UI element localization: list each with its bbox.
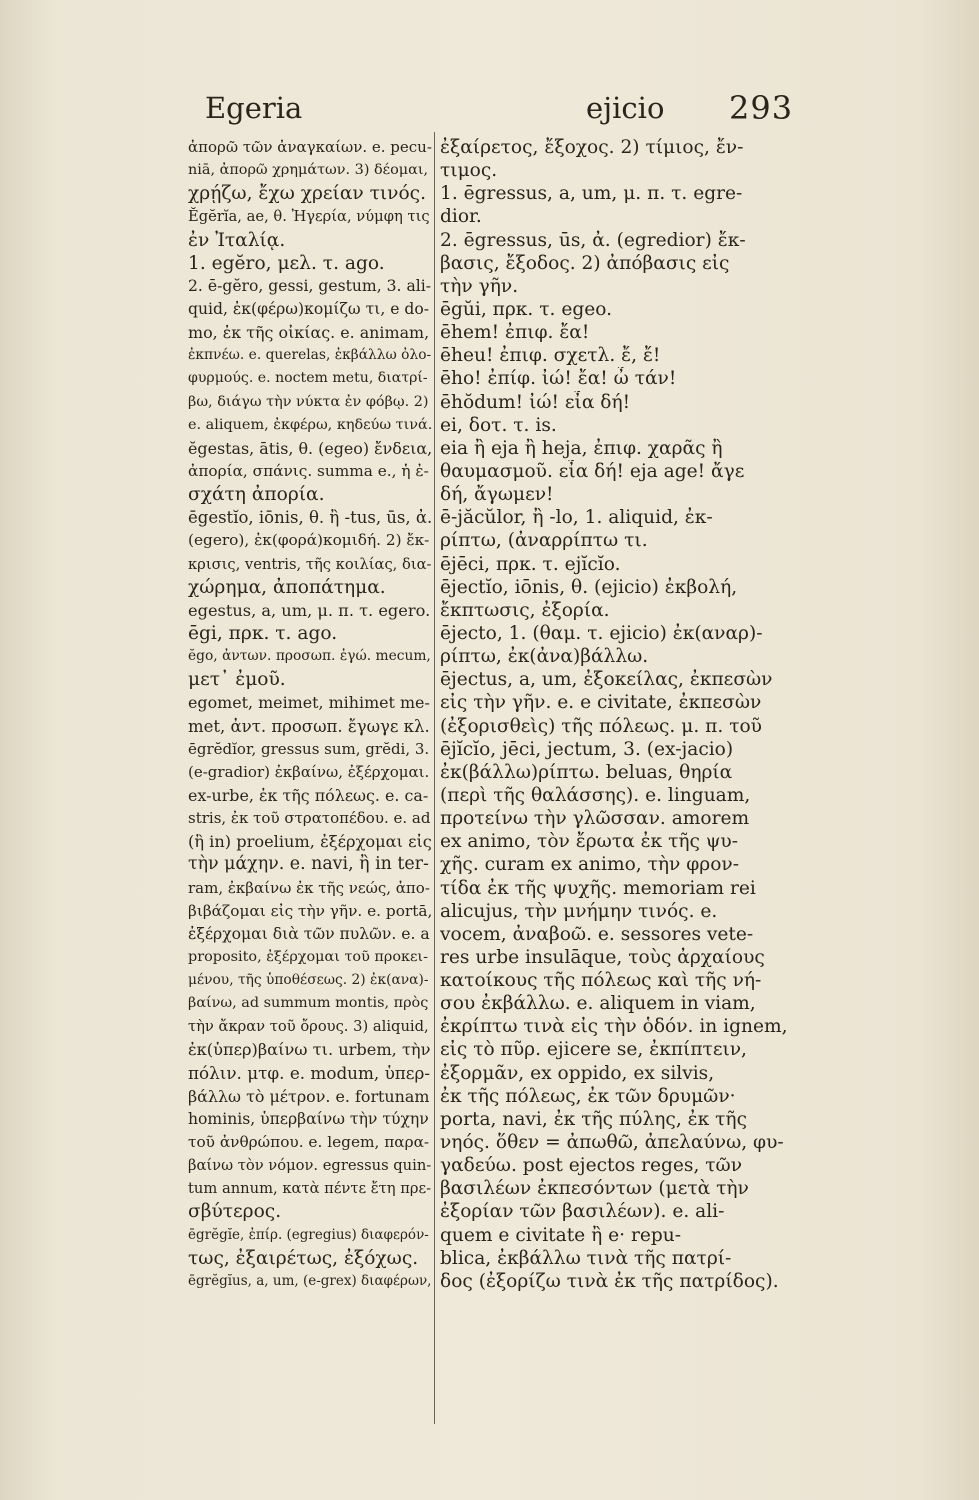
dictionary-line: 2. ē-gĕro, gessi, gestum, 3. ali-: [188, 276, 432, 295]
dictionary-line: ex animo, τὸν ἔρωτα ἐκ τῆς ψυ-: [440, 831, 738, 853]
dictionary-line: egomet, meimet, mihimet me-: [188, 693, 430, 713]
dictionary-line: χώρημα, ἀποπάτημα.: [188, 576, 386, 598]
dictionary-line: ēho! ἐπίφ. ἰώ! ἔα! ὦ τάν!: [440, 368, 677, 390]
dictionary-line: ēgrĕgĭus, a, um, (e-grex) διαφέρων,: [188, 1272, 432, 1289]
dictionary-line: ex-urbe, ἐκ τῆς πόλεως. e. ca-: [188, 785, 429, 805]
dictionary-line: εἰς τὴν γῆν. e. e civitate, ἐκπεσὼν: [440, 692, 762, 714]
dictionary-line: niā, ἀπορῶ χρημάτων. 3) δέομαι,: [188, 162, 429, 179]
dictionary-line: dior.: [440, 206, 482, 228]
column-divider: [434, 132, 435, 1424]
dictionary-line: ἀπορῶ τῶν ἀναγκαίων. e. pecu-: [188, 138, 432, 156]
dictionary-line: ρίπτω, (ἀναρρίπτω τι.: [440, 530, 648, 552]
dictionary-line: σχάτη ἀπορία.: [188, 484, 325, 506]
dictionary-line: ἔκπτωσις, ἐξορία.: [440, 599, 610, 621]
dictionary-line: ēgrĕgĭe, ἐπίρ. (egregius) διαφερόν-: [188, 1226, 429, 1243]
dictionary-line: νηός. ὅθεν = ἀπωθῶ, ἀπελαύνω, φυ-: [440, 1132, 784, 1154]
dictionary-line: stris, ἐκ τοῦ στρατοπέδου. e. ad: [188, 809, 431, 828]
dictionary-line: 1. egĕro, μελ. τ. ago.: [188, 252, 385, 274]
dictionary-line: ēheu! ἐπιφ. σχετλ. ἔ, ἔ!: [440, 345, 661, 367]
dictionary-line: γαδεύω. post ejectos reges, τῶν: [440, 1155, 743, 1177]
dictionary-line: σβύτερος.: [188, 1201, 282, 1223]
dictionary-line: πόλιν. μτφ. e. modum, ὑπερ-: [188, 1062, 431, 1083]
dictionary-line: ējectĭo, iōnis, θ. (ejicio) ἐκβολή,: [440, 576, 738, 598]
dictionary-line: e. aliquem, ἐκφέρω, κηδεύω τινά.: [188, 416, 432, 433]
dictionary-line: μετ᾽ ἐμοῦ.: [188, 669, 286, 691]
dictionary-line: eia ἢ eja ἢ heja, ἐπιφ. χαρᾶς ἢ: [440, 437, 723, 459]
dictionary-line: ēgi, πρκ. τ. ago.: [188, 622, 338, 644]
dictionary-line: 1. ēgressus, a, um, μ. π. τ. egre-: [440, 183, 743, 205]
dictionary-line: δή, ἄγωμεν!: [440, 484, 554, 506]
dictionary-line: res urbe insulāque, τοὺς ἀρχαίους: [440, 946, 765, 968]
dictionary-line: ἐκπνέω. e. querelas, ἐκβάλλω ὀλο-: [188, 347, 432, 364]
dictionary-line: ἐκ(ὑπερ)βαίνω τι. urbem, τὴν: [188, 1040, 431, 1060]
dictionary-line: μένου, τῆς ὑποθέσεως. 2) ἐκ(ανα)-: [188, 972, 429, 989]
dictionary-line: quid, ἐκ(φέρω)κομίζω τι, e do-: [188, 299, 430, 318]
dictionary-line: ēgŭi, πρκ. τ. egeo.: [440, 298, 613, 320]
dictionary-line: τὴν γῆν.: [440, 275, 519, 297]
dictionary-line: φυρμούς. e. noctem metu, διατρί-: [188, 370, 428, 387]
dictionary-line: ἐκρίπτω τινὰ εἰς τὴν ὁδόν. in ignem,: [440, 1016, 788, 1038]
dictionary-line: Ĕgĕrĭa, ae, θ. Ἠγερία, νύμφη τις: [188, 208, 430, 226]
dictionary-line: ēhem! ἐπιφ. ἔα!: [440, 322, 590, 344]
dictionary-line: ἐξορίαν τῶν βασιλέων). e. ali-: [440, 1201, 725, 1223]
dictionary-line: (e-gradior) ἐκβαίνω, ἐξέρχομαι.: [188, 762, 430, 781]
dictionary-line: κρισις, ventris, τῆς κοιλίας, δια-: [188, 555, 432, 573]
dictionary-line: προτείνω τὴν γλῶσσαν. amorem: [440, 808, 750, 830]
dictionary-line: ἐν Ἰταλίᾳ.: [188, 229, 286, 251]
dictionary-line: χρῄζω, ἔχω χρείαν τινός.: [188, 183, 427, 205]
dictionary-line: τὴν ἄκραν τοῦ ὄρους. 3) aliquid,: [188, 1018, 429, 1036]
dictionary-line: ἐκ τῆς πόλεως, ἐκ τῶν δρυμῶν·: [440, 1085, 736, 1107]
dictionary-line: τοῦ ἀνθρώπου. e. legem, παρα-: [188, 1133, 430, 1152]
dictionary-line: 2. ēgressus, ūs, ἀ. (egredior) ἔκ-: [440, 229, 746, 251]
dictionary-line: θαυμασμοῦ. εἶα δή! eja age! ἄγε: [440, 460, 745, 482]
dictionary-line: ἐξορμᾶν, ex oppido, ex silvis,: [440, 1062, 715, 1084]
dictionary-line: χῆς. curam ex animo, τὴν φρον-: [440, 854, 739, 876]
dictionary-line: ēgrĕdĭor, gressus sum, grĕdi, 3.: [188, 739, 430, 758]
dictionary-line: βασιλέων ἐκπεσόντων (μετὰ τὴν: [440, 1178, 749, 1200]
dictionary-line: ei, δοτ. τ. is.: [440, 414, 557, 436]
dictionary-line: (ἢ in) proelium, ἐξέρχομαι εἰς: [188, 832, 432, 852]
dictionary-line: ēgestĭo, iōnis, θ. ἢ -tus, ūs, ἀ.: [188, 508, 432, 528]
dictionary-line: τως, ἐξαιρέτως, ἐξόχως.: [188, 1247, 419, 1269]
dictionary-line: ējecto, 1. (θαμ. τ. ejicio) ἐκ(αναρ)-: [440, 622, 763, 644]
dictionary-line: ἐξέρχομαι διὰ τῶν πυλῶν. e. a: [188, 924, 430, 943]
dictionary-line: tum annum, κατὰ πέντε ἔτη πρε-: [188, 1180, 432, 1198]
dictionary-line: ē-jăcŭlor, ἢ -lo, 1. aliquid, ἐκ-: [440, 507, 713, 529]
dictionary-line: ējectus, a, um, ἐξοκείλας, ἐκπεσὼν: [440, 669, 773, 691]
dictionary-line: βαίνω, ad summum montis, πρὸς: [188, 995, 429, 1012]
dictionary-line: (ἐξορισθεὶς) τῆς πόλεως. μ. π. τοῦ: [440, 715, 762, 737]
left-column: [188, 136, 432, 1293]
dictionary-line: κατοίκους τῆς πόλεως καὶ τῆς νή-: [440, 970, 762, 992]
dictionary-line: ἐξαίρετος, ἔξοχος. 2) τίμιος, ἔν-: [440, 137, 744, 158]
dictionary-line: (egero), ἐκ(φορά)κομιδή. 2) ἔκ-: [188, 531, 430, 550]
header-last-entry: ejicio: [586, 91, 665, 125]
dictionary-line: βάλλω τὸ μέτρον. e. fortunam: [188, 1086, 430, 1106]
dictionary-line: met, ἀντ. προσωπ. ἔγωγε κλ.: [188, 716, 430, 736]
dictionary-line: ĕgestas, ātis, θ. (egeo) ἔνδεια,: [188, 438, 432, 458]
dictionary-line: εἰς τὸ πῦρ. ejicere se, ἐκπίπτειν,: [440, 1039, 747, 1061]
dictionary-line: ἐκ(βάλλω)ρίπτω. beluas, θηρία: [440, 761, 733, 783]
dictionary-line: quem e civitate ἢ e· repu-: [440, 1224, 682, 1246]
dictionary-line: vocem, ἀναβοῶ. e. sessores vete-: [440, 923, 754, 945]
dictionary-line: ram, ἐκβαίνω ἐκ τῆς νεώς, ἀπο-: [188, 878, 430, 897]
dictionary-line: (περὶ τῆς θαλάσσης). e. linguam,: [440, 784, 751, 806]
dictionary-line: σου ἐκβάλλω. e. aliquem in viam,: [440, 993, 756, 1015]
dictionary-line: τίδα ἐκ τῆς ψυχῆς. memoriam rei: [440, 877, 756, 899]
dictionary-line: ρίπτω, ἐκ(ἀνα)βάλλω.: [440, 646, 649, 668]
dictionary-line: βω, διάγω τὴν νύκτα ἐν φόβῳ. 2): [188, 393, 429, 410]
dictionary-line: βασις, ἔξοδος. 2) ἀπόβασις εἰς: [440, 252, 730, 274]
dictionary-line: proposito, ἐξέρχομαι τοῦ προκει-: [188, 948, 428, 965]
dictionary-line: egestus, a, um, μ. π. τ. egero.: [188, 600, 431, 620]
dictionary-line: ἀπορία, σπάνις. summa e., ἡ ἐ-: [188, 461, 429, 480]
dictionary-line: ēhŏdum! ἰώ! εἶα δή!: [440, 391, 631, 413]
header-first-entry: Egeria: [205, 91, 303, 125]
dictionary-line: porta, navi, ἐκ τῆς πύλης, ἐκ τῆς: [440, 1108, 747, 1130]
dictionary-line: ējēci, πρκ. τ. ejĭcĭo.: [440, 553, 621, 575]
dictionary-line: δος (ἐξορίζω τινὰ ἐκ τῆς πατρίδος).: [440, 1270, 779, 1292]
dictionary-line: βιβάζομαι εἰς τὴν γῆν. e. portā,: [188, 901, 432, 920]
dictionary-line: blica, ἐκβάλλω τινὰ τῆς πατρί-: [440, 1247, 732, 1269]
dictionary-line: τιμος.: [440, 160, 498, 182]
dictionary-line: alicujus, τὴν μνήμην τινός. e.: [440, 900, 718, 922]
page-number: 293: [729, 89, 794, 127]
dictionary-line: mo, ἐκ τῆς οἰκίας. e. animam,: [188, 323, 430, 343]
dictionary-line: τὴν μάχην. e. navi, ἢ in ter-: [188, 854, 429, 875]
right-column: [440, 136, 820, 1293]
running-header: [0, 88, 979, 128]
dictionary-line: ĕgo, ἀντων. προσωπ. ἐγώ. mecum,: [188, 648, 431, 665]
dictionary-line: βαίνω τὸν νόμον. egressus quin-: [188, 1157, 432, 1175]
dictionary-line: ējĭcĭo, jēci, jectum, 3. (ex-jacio): [440, 738, 734, 760]
dictionary-line: hominis, ὑπερβαίνω τὴν τύχην: [188, 1109, 429, 1128]
